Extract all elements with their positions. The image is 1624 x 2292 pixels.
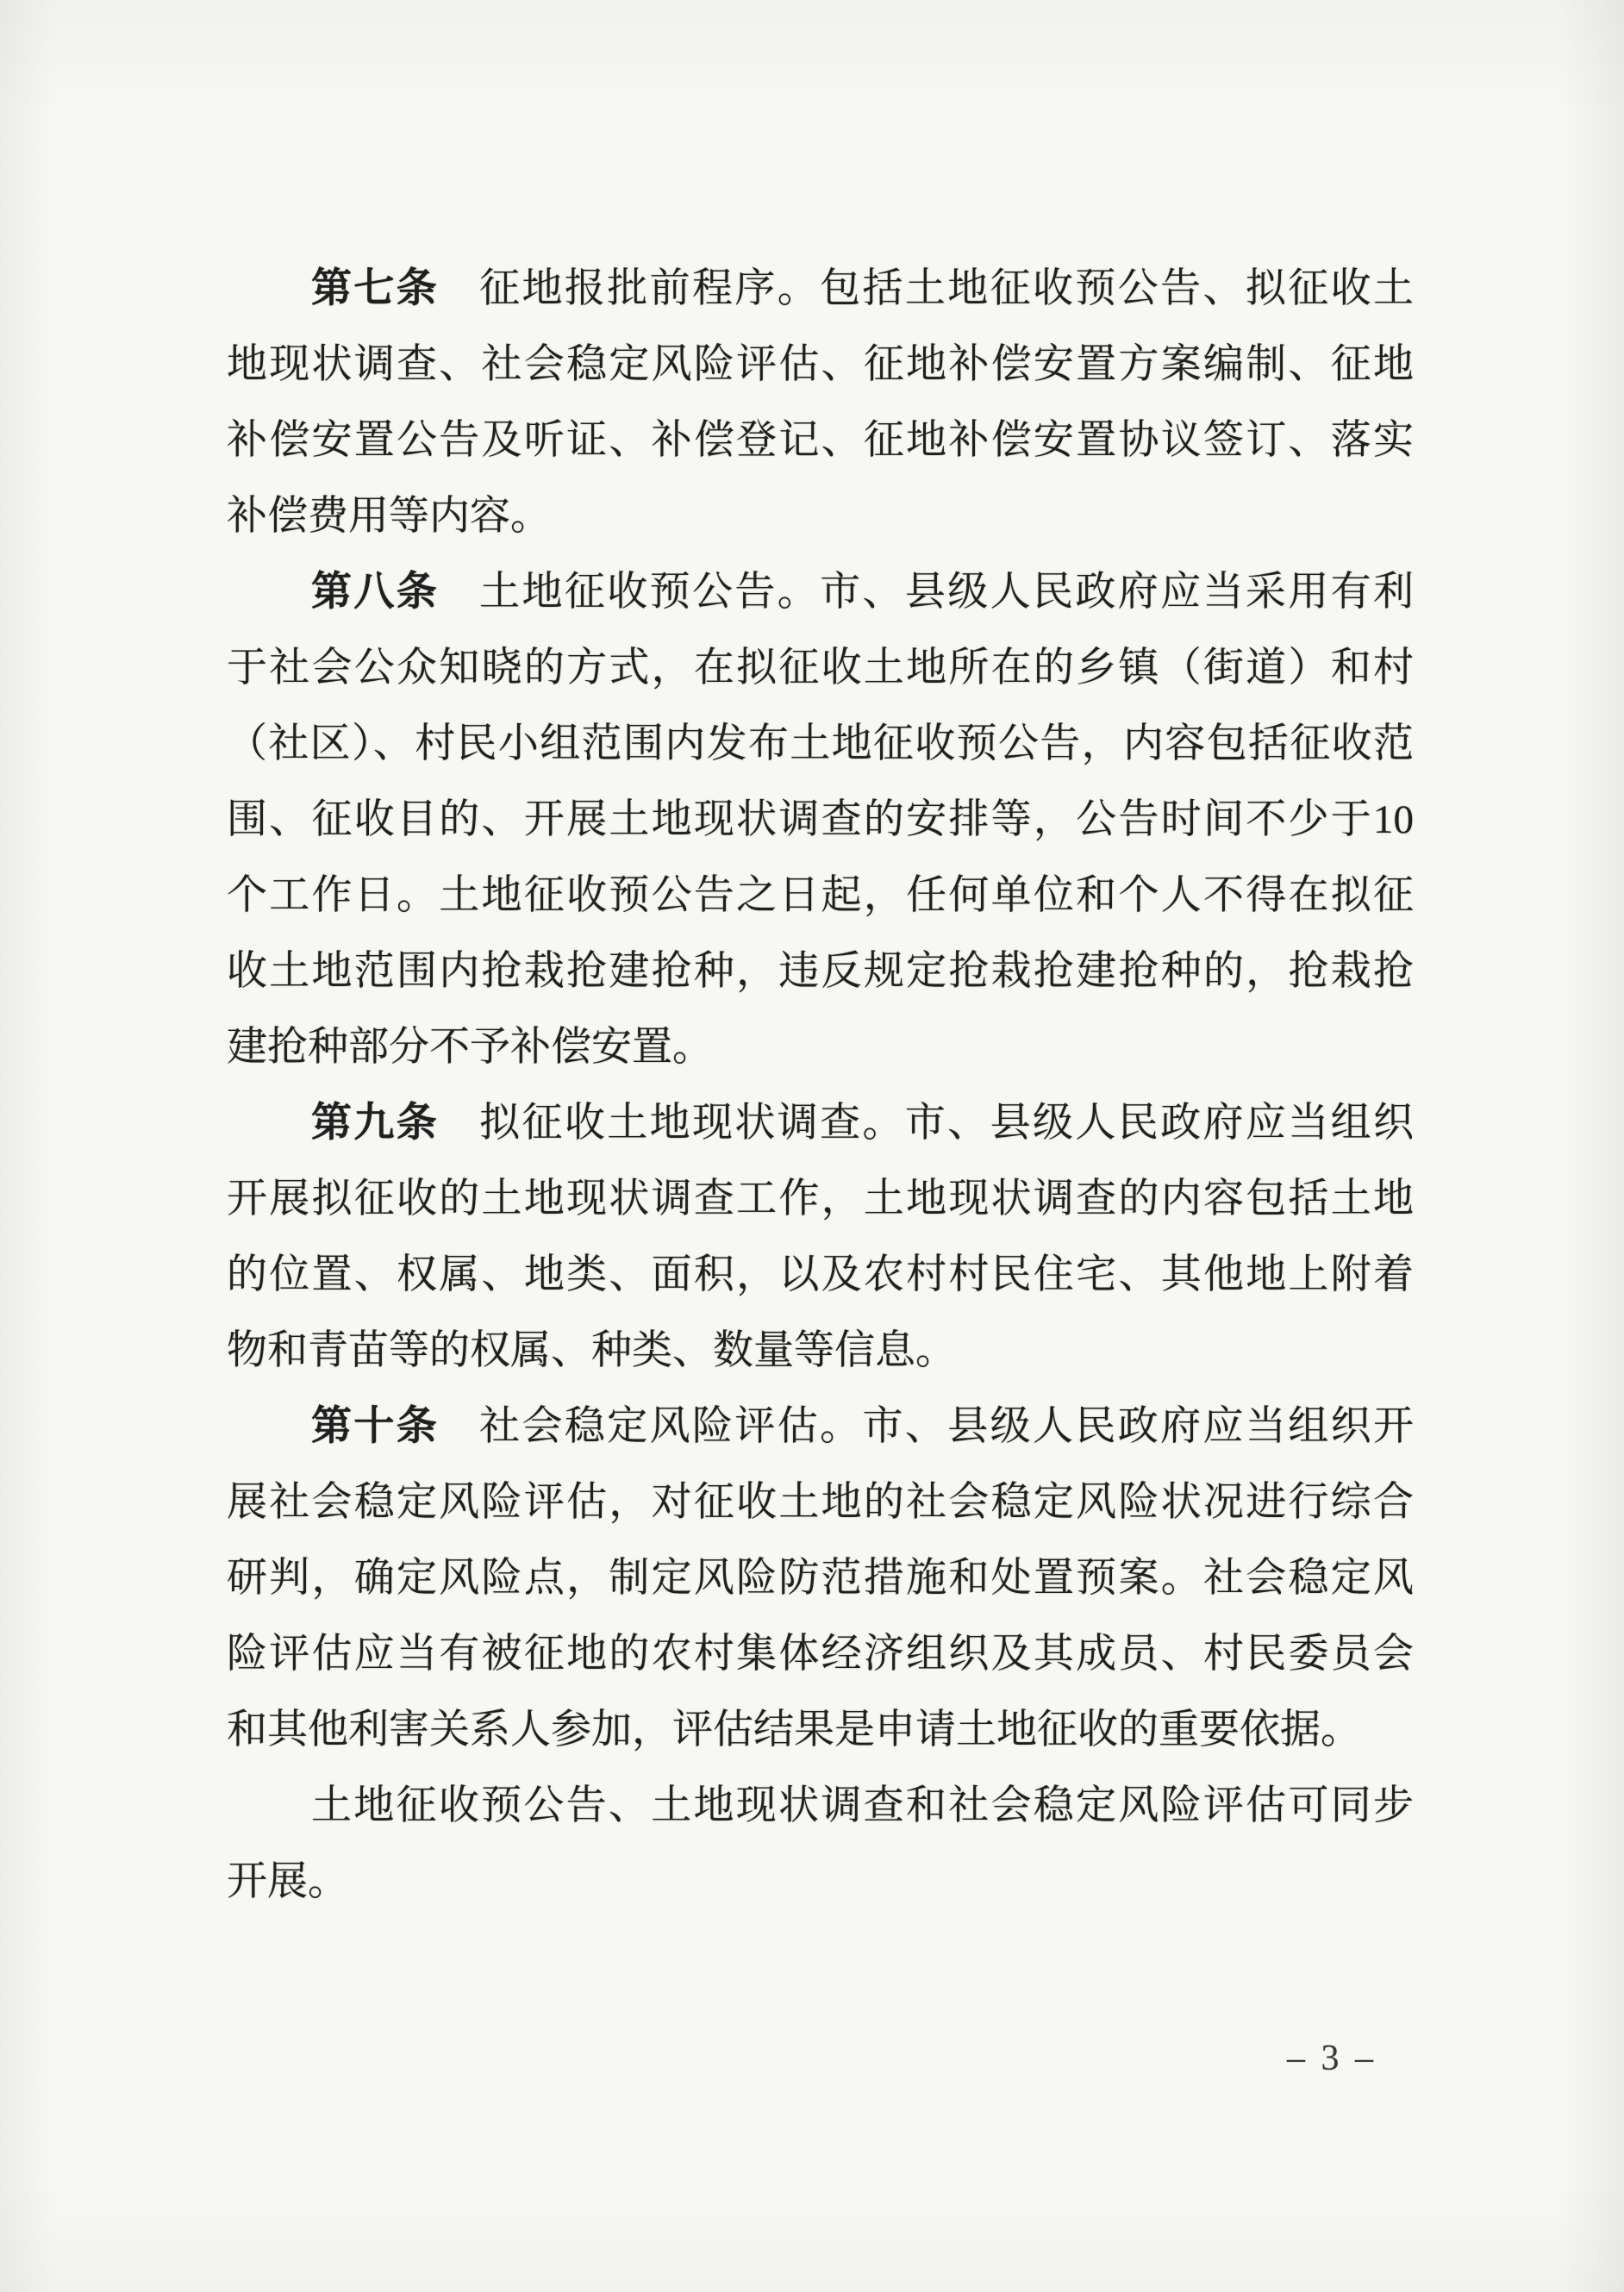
text-line (227, 858, 1414, 934)
article-7-label: 第七条 (311, 266, 440, 311)
text-line (227, 327, 1414, 403)
text-line (227, 706, 1414, 782)
article-9-label: 第九条 (311, 1101, 440, 1146)
text-line (227, 1616, 1414, 1692)
text-line-content: 征地报批前程序。包括土地征收预公告、拟征收土 (479, 266, 1414, 311)
text-line-content: 拟征收土地现状调查。市、县级人民政府应当组织 (479, 1101, 1414, 1146)
text-line-content: 补偿费用等内容。 (227, 494, 551, 539)
text-line-content: 社会稳定风险评估。市、县级人民政府应当组织开 (479, 1404, 1414, 1449)
text-line (227, 1085, 1414, 1161)
text-line (227, 1844, 1414, 1920)
text-line (227, 1768, 1414, 1844)
text-line (227, 1313, 1414, 1389)
paragraph-article-10 (227, 1389, 1414, 1768)
text-line-content: 开展拟征收的土地现状调查工作，土地现状调查的内容包括土地 (227, 1177, 1414, 1221)
text-line-content: 地现状调查、社会稳定风险评估、征地补偿安置方案编制、征地 (227, 342, 1414, 387)
text-line (227, 1389, 1414, 1465)
text-line-content: 险评估应当有被征地的农村集体经济组织及其成员、村民委员会 (227, 1632, 1414, 1677)
text-line-content: 围、征收目的、开展土地现状调查的安排等，公告时间不少于10 (227, 797, 1414, 842)
text-line-content: （社区）、村民小组范围内发布土地征收预公告，内容包括征收范 (227, 721, 1414, 766)
text-line-content: 物和青苗等的权属、种类、数量等信息。 (227, 1328, 956, 1373)
text-line (227, 403, 1414, 478)
article-8-label: 第八条 (311, 570, 440, 615)
text-line-content: 于社会公众知晓的方式，在拟征收土地所在的乡镇（街道）和村 (227, 646, 1414, 690)
paragraph-article-9 (227, 1085, 1414, 1389)
paragraph-article-8 (227, 554, 1414, 1085)
text-line (227, 1465, 1414, 1540)
document-text-block (227, 251, 1414, 1920)
article-10-label: 第十条 (311, 1404, 440, 1449)
page-number: – 3 – (1287, 2039, 1377, 2078)
text-line (227, 554, 1414, 630)
text-line (227, 630, 1414, 706)
text-line (227, 1692, 1414, 1768)
text-line-content: 和其他利害关系人参加，评估结果是申请土地征收的重要依据。 (227, 1708, 1361, 1752)
text-line-content: 土地征收预公告、土地现状调查和社会稳定风险评估可同步 (311, 1783, 1414, 1828)
text-line-content: 开展。 (227, 1859, 348, 1904)
text-line-content: 土地征收预公告。市、县级人民政府应当采用有利 (479, 570, 1414, 615)
text-line (227, 934, 1414, 1009)
text-line (227, 1237, 1414, 1313)
text-line (227, 782, 1414, 858)
text-line-content: 补偿安置公告及听证、补偿登记、征地补偿安置协议签订、落实 (227, 418, 1414, 463)
paragraph-article-7 (227, 251, 1414, 554)
text-line (227, 1540, 1414, 1616)
text-line (227, 478, 1414, 554)
text-line-content: 建抢种部分不予补偿安置。 (227, 1025, 713, 1070)
text-line (227, 1009, 1414, 1085)
text-line (227, 251, 1414, 327)
text-line-content: 收土地范围内抢栽抢建抢种，违反规定抢栽抢建抢种的，抢栽抢 (227, 949, 1414, 994)
text-line-content: 研判，确定风险点，制定风险防范措施和处置预案。社会稳定风 (227, 1556, 1414, 1601)
text-line-content: 个工作日。土地征收预公告之日起，任何单位和个人不得在拟征 (227, 873, 1414, 918)
text-line-content: 的位置、权属、地类、面积，以及农村村民住宅、其他地上附着 (227, 1252, 1414, 1297)
text-line-content: 展社会稳定风险评估，对征收土地的社会稳定风险状况进行综合 (227, 1480, 1414, 1525)
text-line (227, 1161, 1414, 1237)
paragraph-closing (227, 1768, 1414, 1920)
